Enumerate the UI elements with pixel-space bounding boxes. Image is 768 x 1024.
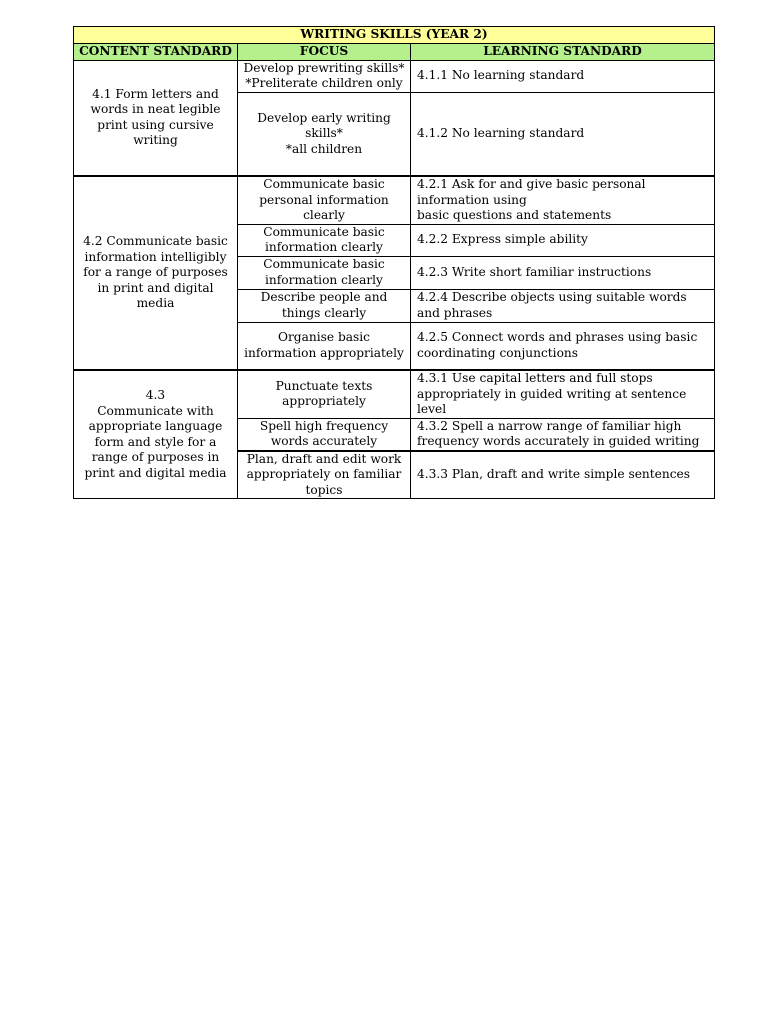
- writing-skills-table: [73, 26, 715, 499]
- learning-standard-cell: 4.2.2 Express simple ability: [411, 224, 715, 256]
- focus-cell: Communicate basic information clearly: [238, 224, 411, 256]
- learning-standard-cell: 4.3.1 Use capital letters and full stops appropriately in guided writing at sentence level: [411, 370, 715, 418]
- learning-standard-cell: 4.2.3 Write short familiar instructions: [411, 256, 715, 289]
- focus-cell: Organise basic information appropriately: [238, 322, 411, 370]
- content-standard-4-1: 4.1 Form letters and words in neat legible print using cursive writing: [74, 60, 238, 176]
- learning-standard-cell: 4.2.4 Describe objects using suitable words and phrases: [411, 289, 715, 322]
- learning-standard-cell: 4.3.3 Plan, draft and write simple sentences: [411, 451, 715, 499]
- learning-standard-cell: 4.1.1 No learning standard: [411, 60, 715, 92]
- learning-standard-cell: 4.2.5 Connect words and phrases using basic coordinating conjunctions: [411, 322, 715, 370]
- focus-cell: Communicate basic personal information clearly: [238, 176, 411, 224]
- focus-cell: Punctuate texts appropriately: [238, 370, 411, 418]
- focus-cell: Spell high frequency words accurately: [238, 418, 411, 451]
- header-content-standard: CONTENT STANDARD: [74, 43, 238, 60]
- content-standard-4-2: 4.2 Communicate basic information intelligibly for a range of purposes in print and digital media: [74, 176, 238, 370]
- table-row: [74, 60, 715, 92]
- focus-cell: Communicate basic information clearly: [238, 256, 411, 289]
- header-focus: FOCUS: [238, 43, 411, 60]
- focus-cell: Plan, draft and edit work appropriately on familiar topics: [238, 451, 411, 499]
- header-row: [74, 43, 715, 60]
- table-row: [74, 176, 715, 224]
- learning-standard-cell: 4.1.2 No learning standard: [411, 92, 715, 176]
- focus-cell: Describe people and things clearly: [238, 289, 411, 322]
- header-learning-standard: LEARNING STANDARD: [411, 43, 715, 60]
- focus-cell: Develop prewriting skills* *Preliterate children only: [238, 60, 411, 92]
- learning-standard-cell: 4.2.1 Ask for and give basic personal information using basic questions and statements: [411, 176, 715, 224]
- learning-standard-cell: 4.3.2 Spell a narrow range of familiar high frequency words accurately in guided writing: [411, 418, 715, 451]
- writing-skills-sheet: [73, 26, 714, 500]
- focus-cell: Develop early writing skills* *all children: [238, 92, 411, 176]
- table-title: WRITING SKILLS (YEAR 2): [74, 27, 715, 44]
- title-row: [74, 27, 715, 44]
- table-row: [74, 370, 715, 418]
- content-standard-4-3: 4.3 Communicate with appropriate language form and style for a range of purposes in print and digital media: [74, 370, 238, 499]
